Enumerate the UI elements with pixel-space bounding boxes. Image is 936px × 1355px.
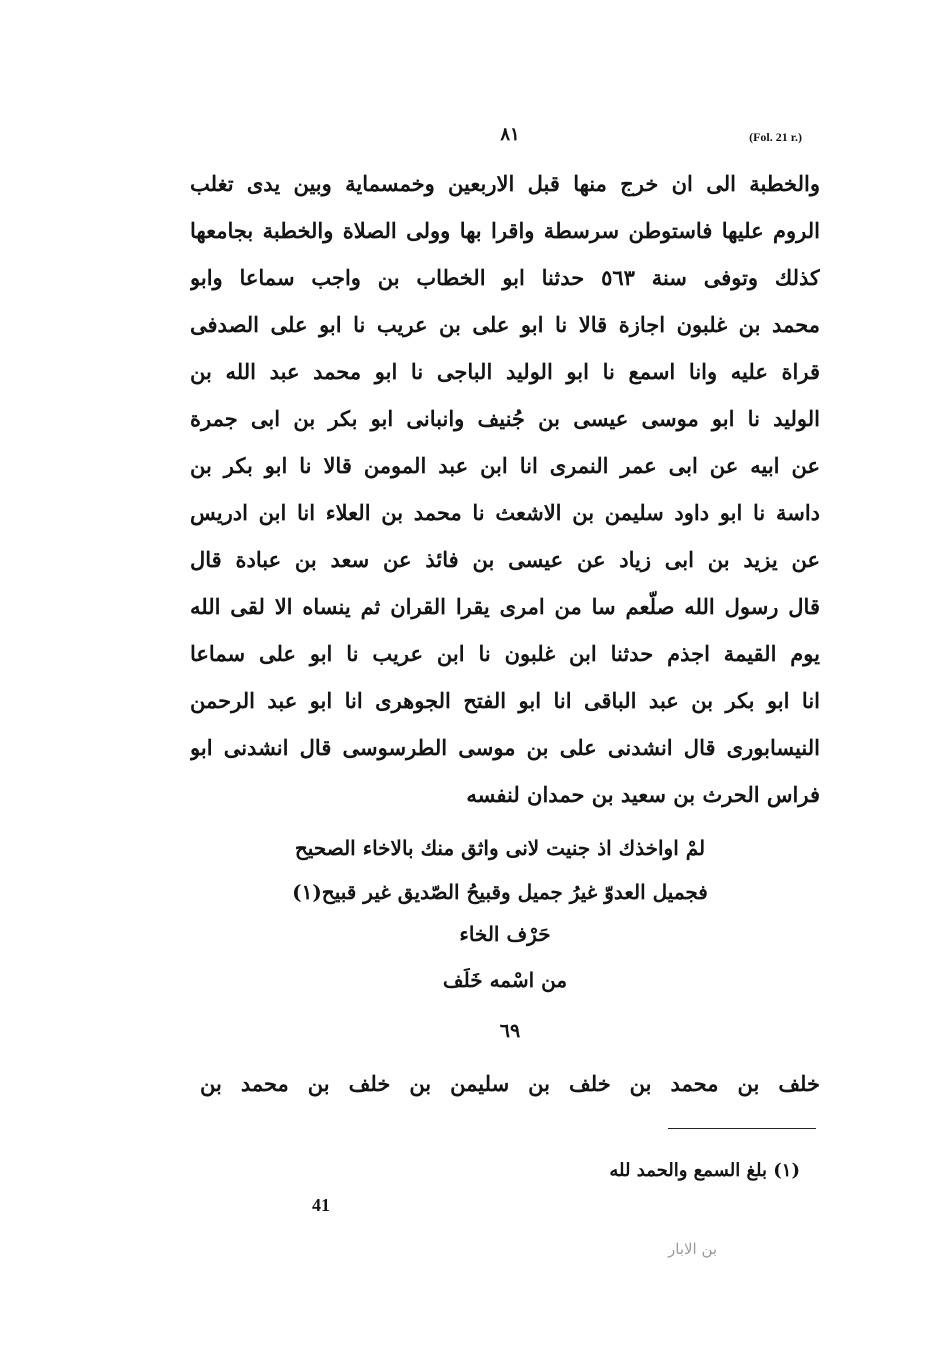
text-line: محمد بن غلبون اجازة قالا نا ابو على بن عريب نا ابو على الصدفى (190, 312, 820, 337)
text-line: عن يزيد بن ابى زياد عن عيسى بن فائذ عن سعد بن عبادة قال (190, 547, 820, 572)
text-line: النيسابورى قال انشدنى على بن موسى الطرسوسى قال انشدنى ابو (190, 735, 820, 760)
poem (230, 826, 770, 914)
verse-line: فجميل العدوّ غيرُ جميل وقبيحُ الصّديق غير قبيح(١) (292, 880, 708, 904)
text-line: الوليد نا ابو موسى عيسى بن جُنيف وانبانى ابو بكر بن ابى جمرة (190, 406, 820, 431)
entry-number: ٦٩ (499, 1020, 521, 1042)
footnote: (١) بلغ السمع والحمد لله (609, 1160, 800, 1181)
verse-line: لمْ اواخذك اذ جنيت لانى واثق منك بالاخاء الصحيح (294, 836, 706, 860)
text-line: كذلك وتوفى سنة ٥٦٣ حدثنا ابو الخطاب بن واجب سماعا وابو (190, 265, 820, 290)
text-line: عن ابيه عن ابى عمر النمرى انا ابن عبد المومن قالا نا ابو بكر بن (190, 453, 820, 478)
main-text (190, 160, 820, 818)
text-line: فراس الحرث بن سعيد بن حمدان لنفسه (466, 782, 820, 807)
text-line: داسة نا ابو داود سليمن بن الاشعث نا محمد بن العلاء انا ابن ادريس (190, 500, 820, 525)
margin-note: بن الابار (668, 1240, 718, 1258)
section-heading: حَرْف الخاء (459, 922, 551, 946)
entry-text-line: خلف بن محمد بن خلف بن سليمن بن خلف بن محمد بن (200, 1071, 820, 1096)
page-number: ٨١ (500, 124, 520, 145)
footnote-divider (668, 1128, 816, 1129)
subheading: من اسْمه خَلَف (442, 968, 568, 992)
text-line: الروم عليها فاستوطن سرسطة واقرا بها وولى الصلاة والخطبة بجامعها (190, 218, 820, 243)
text-line: والخطبة الى ان خرج منها قبل الاربعين وخمسماية وبين يدى تغلب (190, 171, 820, 196)
text-line: قراة عليه وانا اسمع نا ابو الوليد الباجى نا ابو محمد عبد الله بن (190, 359, 820, 384)
text-line: يوم القيمة اجذم حدثنا ابن غلبون نا ابن عريب نا ابو على سماعا (190, 641, 820, 666)
text-line: قال رسول الله صلّعم سا من امرى يقرا القران ثم ينساه الا لقى الله (190, 594, 820, 619)
text-line: انا ابو بكر بن عبد الباقى انا ابو الفتح الجوهرى انا ابو عبد الرحمن (190, 688, 820, 713)
folio-reference: (Fol. 21 r.) (749, 130, 802, 144)
signature-mark: 41 (312, 1195, 330, 1215)
